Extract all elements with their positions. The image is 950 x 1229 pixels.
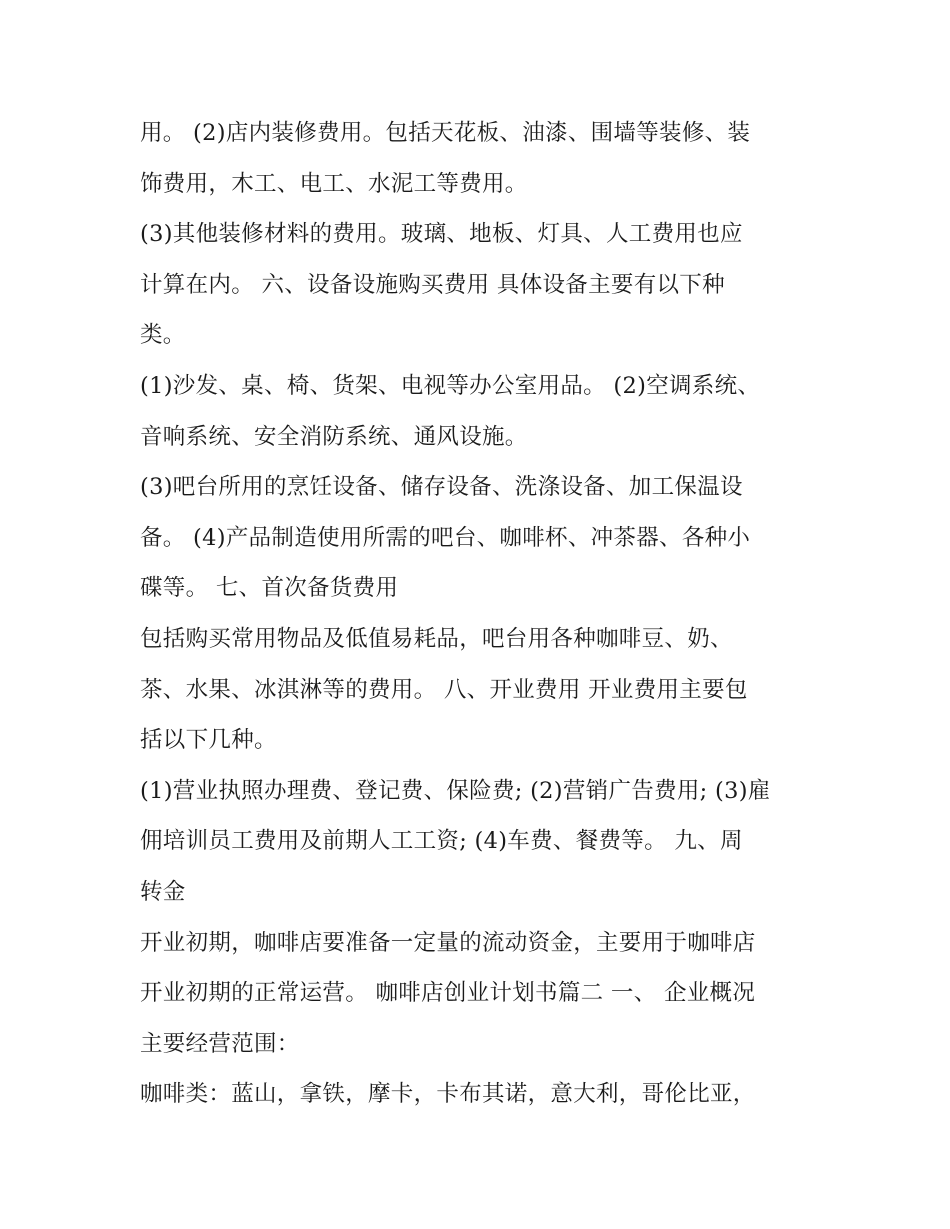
text-line: 佣培训员工费用及前期人工工资; (4)车费、餐费等。 九、周 xyxy=(140,828,743,855)
text-line: 括以下几种。 xyxy=(140,727,277,754)
text-line: 计算在内。 六、设备设施购买费用 具体设备主要有以下种 xyxy=(140,271,725,298)
text-line: (1)沙发、桌、椅、货架、电视等办公室用品。 (2)空调系统、 xyxy=(140,372,761,399)
text-line: 用。 (2)店内装修费用。包括天花板、油漆、围墙等装修、装 xyxy=(140,120,751,146)
text-line: 开业初期的正常运营。 咖啡店创业计划书篇二 一、 企业概况 xyxy=(140,980,756,1007)
text-line: 茶、水果、冰淇淋等的费用。 八、开业费用 开业费用主要包 xyxy=(140,676,748,703)
text-line: (3)吧台所用的烹饪设备、储存设备、洗涤设备、加工保温设 xyxy=(140,474,743,501)
text-line: 备。 (4)产品制造使用所需的吧台、咖啡杯、冲茶器、各种小 xyxy=(140,524,751,551)
text-line: 碟等。 七、首次备货费用 xyxy=(140,575,399,602)
text-line: 饰费用，木工、电工、水泥工等费用。 xyxy=(140,170,528,197)
text-line: 咖啡类：蓝山，拿铁，摩卡，卡布其诺，意大利，哥伦比亚， xyxy=(140,1081,756,1108)
document-body xyxy=(140,108,830,1120)
text-line: 包括购买常用物品及低值易耗品，吧台用各种咖啡豆、奶、 xyxy=(140,625,733,652)
text-line: (3)其他装修材料的费用。玻璃、地板、灯具、人工费用也应 xyxy=(140,221,743,248)
text-line: (1)营业执照办理费、登记费、保险费; (2)营销广告费用; (3)雇 xyxy=(140,777,771,804)
text-line: 转金 xyxy=(140,878,186,905)
text-line: 类。 xyxy=(140,322,186,349)
text-line: 音响系统、安全消防系统、通风设施。 xyxy=(140,423,528,450)
text-line: 主要经营范围： xyxy=(140,1030,300,1057)
text-line: 开业初期，咖啡店要准备一定量的流动资金，主要用于咖啡店 xyxy=(140,929,756,956)
